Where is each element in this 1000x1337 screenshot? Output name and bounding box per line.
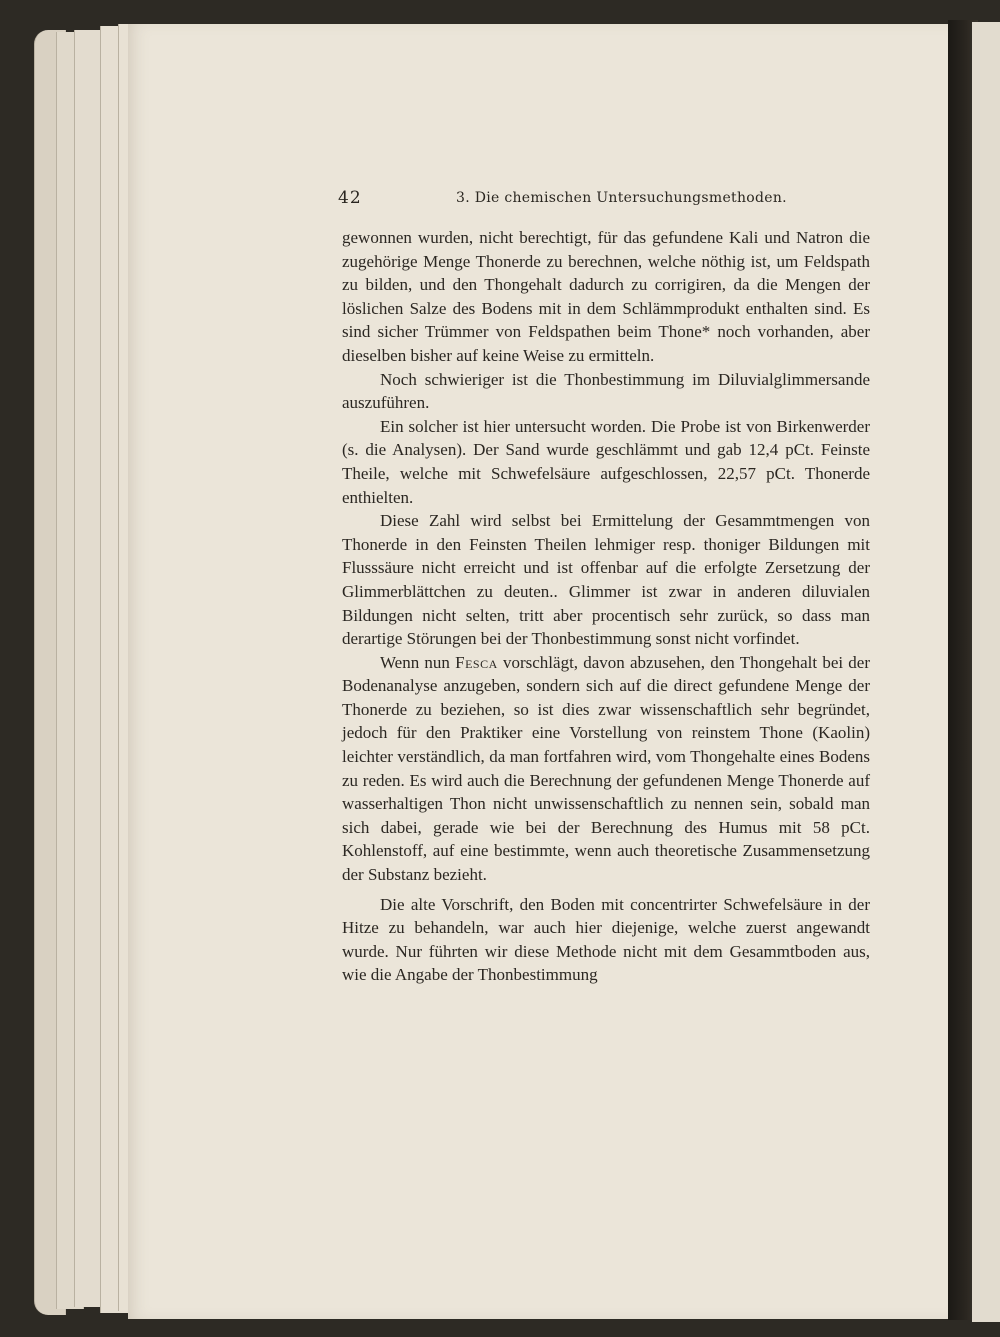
page-number: 42 [338, 188, 362, 208]
paragraph: Noch schwieriger ist die Thonbestimmung im Diluvialglimmersande auszuführen. [342, 369, 870, 413]
chapter-heading: 3. Die chemischen Untersuchungsmethoden. [456, 190, 787, 206]
next-page-edge [972, 22, 1000, 1322]
running-head [338, 188, 868, 212]
paragraph: Diese Zahl wird selbst bei Ermittelung der Gesammtmengen von Thonerde in den Feinsten Theilen lehmiger resp. thoniger Bildungen mit Flusssäure nicht erreicht und ist offenbar auf die erfolgte Zersetzung der Glimmerblättchen zu deuten.. Glimmer ist zwar in anderen diluvialen Bildungen nicht selten, tritt aber procentisch sehr zurück, so dass man derartige Störungen bei der Thonbestimmung sonst nicht vorfindet. [342, 511, 870, 649]
body-text [342, 226, 870, 987]
author-name: Fesca [455, 652, 498, 672]
paragraph-text: vorschlägt, davon abzusehen, den Thongehalt bei der Bodenanalyse anzugeben, sondern sich auf die direct gefundene Menge der Thonerde zu beziehen, so ist dies zwar wissenschaftlich sehr begründet, jedoch für den Praktiker eine Vorstellung von reinstem Thone (Kaolin) leichter verständlich, da man fortfahren wird, vom Thongehalte eines Bodens zu reden. Es wird auch die Berechnung der gefundenen Menge Thonerde auf wasserhaltigen Thon nicht unwissenschaftlich zu nennen sein, sobald man sich dabei, gerade wie bei der Berechnung des Humus mit 58 pCt. Kohlenstoff, auf eine bestimmte, wenn auch theoretische Zusammensetzung der Substanz bezieht. [342, 652, 870, 885]
paragraph [342, 651, 870, 887]
paragraph: Die alte Vorschrift, den Boden mit concentrirter Schwefelsäure in der Hitze zu behandeln, war auch hier diejenige, welche zuerst angewandt wurde. Nur führten wir diese Methode nicht mit dem Gesammtboden aus, wie die Angabe der Thonbestimmung [342, 894, 870, 985]
paragraph-text: Wenn nun [380, 652, 456, 672]
paragraph: Ein solcher ist hier untersucht worden. Die Probe ist von Birkenwerder (s. die Analysen). Der Sand wurde geschlämmt und gab 12,4 pCt. Feinste Theile, welche mit Schwefelsäure aufgeschlossen, 22,57 pCt. Thonerde enthielten. [342, 416, 870, 507]
paragraph: gewonnen wurden, nicht berechtigt, für das gefundene Kali und Natron die zugehörige Menge Thonerde zu berechnen, welche nöthig ist, um Feldspath zu bilden, und den Thongehalt dadurch zu corrigiren, da die Mengen der löslichen Salze des Bodens mit in dem Schlämmprodukt enthalten sind. Es sind sicher Trümmer von Feldspathen beim Thone* noch vorhanden, aber dieselben bisher auf keine Weise zu ermitteln. [342, 228, 870, 365]
